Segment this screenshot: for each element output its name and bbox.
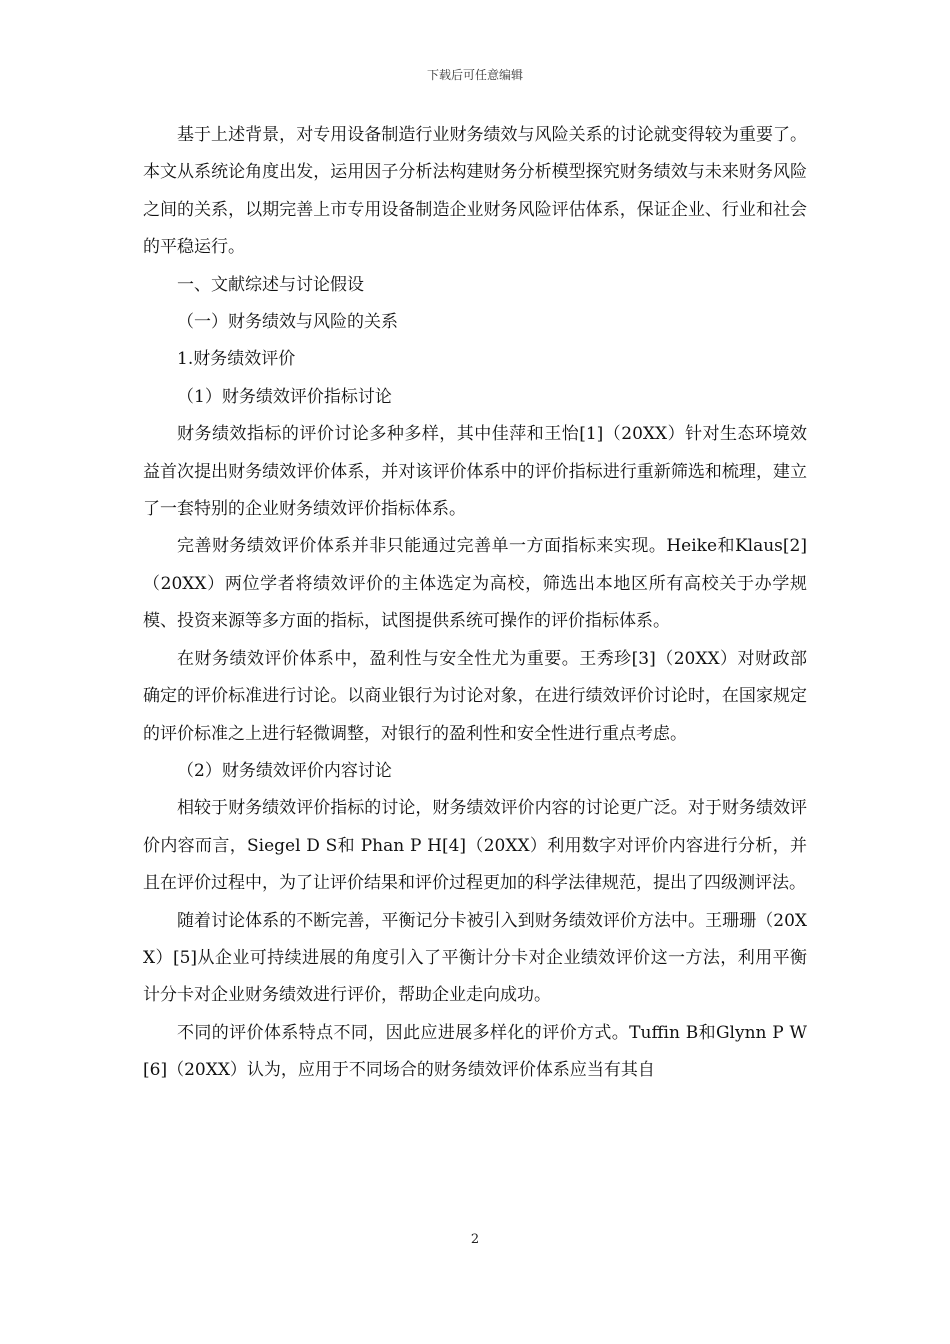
- paragraph-profitability-safety: 在财务绩效评价体系中，盈利性与安全性尤为重要。王秀珍[3]（20XX）对财政部确定的评价标准进行讨论。以商业银行为讨论对象，在进行绩效评价讨论时，在国家规定的评价标准之上进行轻微调整，对银行的盈利性和安全性进行重点考虑。: [143, 648, 807, 744]
- paragraph-heike-klaus: 完善财务绩效评价体系并非只能通过完善单一方面指标来实现。Heike和Klaus[2]（20XX）两位学者将绩效评价的主体选定为高校，筛选出本地区所有高校关于办学规模、投资来源等多方面的指标，试图提供系统可操作的评价指标体系。: [143, 536, 807, 632]
- subsection-heading-performance-evaluation: 1.财务绩效评价: [177, 349, 296, 370]
- paragraph-evaluation-content: 相较于财务绩效评价指标的讨论，财务绩效评价内容的讨论更广泛。对于财务绩效评价内容而言，Siegel D S和 Phan P H[4]（20XX）利用数字对评价内容进行分析，并且在评价过程中，为了让评价结果和评价过程更加的科学法律规范，提出了四级测评法。: [143, 798, 807, 894]
- paragraph-background: 基于上述背景，对专用设备制造行业财务绩效与风险关系的讨论就变得较为重要了。本文从系统论角度出发，运用因子分析法构建财务分析模型探究财务绩效与未来财务风险之间的关系，以期完善上市专用设备制造企业财务风险评估体系，保证企业、行业和社会的平稳运行。: [143, 125, 807, 258]
- subsection-heading-evaluation-indicators: （1）财务绩效评价指标讨论: [177, 386, 392, 407]
- section-heading-literature-review: 一、文献综述与讨论假设: [177, 274, 364, 295]
- page-header: 下载后可任意编辑: [426, 68, 523, 82]
- document-body: [143, 117, 807, 1090]
- paragraph-diverse-evaluation: 不同的评价体系特点不同，因此应进展多样化的评价方式。Tuffin B和Glynn P W[6]（20XX）认为，应用于不同场合的财务绩效评价体系应当有其自: [143, 1022, 807, 1081]
- subsection-heading-evaluation-content: （2）财务绩效评价内容讨论: [177, 760, 392, 781]
- page-number: 2: [470, 1232, 480, 1247]
- paragraph-indicators: 财务绩效指标的评价讨论多种多样，其中佳萍和王怡[1]（20XX）针对生态环境效益首次提出财务绩效评价体系，并对该评价体系中的评价指标进行重新筛选和梳理，建立了一套特别的企业财务绩效评价指标体系。: [143, 424, 807, 520]
- paragraph-balanced-scorecard: 随着讨论体系的不断完善，平衡记分卡被引入到财务绩效评价方法中。王珊珊（20XX）[5]从企业可持续进展的角度引入了平衡计分卡对企业绩效评价这一方法，利用平衡计分卡对企业财务绩效进行评价，帮助企业走向成功。: [143, 910, 807, 1006]
- subsection-heading-performance-risk: （一）财务绩效与风险的关系: [177, 312, 398, 333]
